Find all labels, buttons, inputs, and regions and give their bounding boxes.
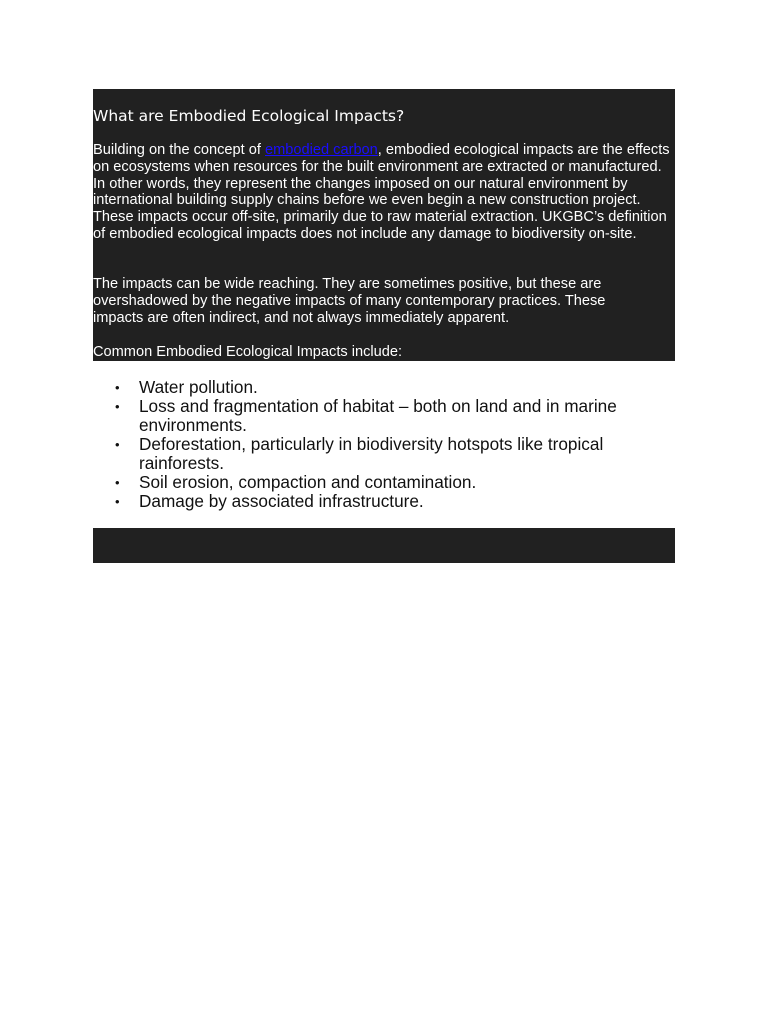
- list-item-text: Deforestation, particularly in biodiversity hotspots like tropical rainforests.: [139, 434, 604, 473]
- intro-paragraph: [93, 142, 675, 243]
- section-heading: What are Embodied Ecological Impacts?: [93, 107, 405, 125]
- list-item: [115, 396, 659, 435]
- impacts-list: [115, 377, 659, 511]
- list-item-text: Water pollution.: [139, 377, 258, 397]
- list-item-text: Loss and fragmentation of habitat – both on land and in marine environments.: [139, 396, 617, 435]
- intro-text-end: , embodied ecological impacts are the effects on ecosystems when resources for the built environment are extracted or manufactured. In other words, they represent the changes imposed on our natural environment by international building supply chains before we even begin a new construction project. These impacts occur off-site, primarily due to raw material extraction. UKGBC’s definition of embodied ecological impacts does not include any damage to biodiversity on-site.: [93, 142, 670, 242]
- list-item: [115, 434, 659, 473]
- intro-text-start: Building on the concept of: [93, 142, 266, 158]
- list-item: [115, 472, 659, 492]
- list-item: [115, 377, 659, 397]
- list-item-text: Damage by associated infrastructure.: [139, 491, 424, 511]
- bullet-icon: •: [115, 399, 120, 414]
- intro-section: [93, 89, 675, 361]
- list-item-text: Soil erosion, compaction and contamination.: [139, 472, 477, 492]
- bullet-icon: •: [115, 494, 120, 509]
- embodied-carbon-link[interactable]: embodied carbon: [265, 142, 378, 158]
- impacts-paragraph: The impacts can be wide reaching. They are sometimes positive, but these are overshadowed by the negative impacts of many contemporary practices. These impacts are often indirect, and not always immediately apparent.: [93, 276, 606, 326]
- list-intro: Common Embodied Ecological Impacts include:: [93, 344, 403, 360]
- bullet-icon: •: [115, 475, 120, 490]
- bullet-icon: •: [115, 437, 120, 452]
- bullet-icon: •: [115, 380, 120, 395]
- footer-bar: [93, 528, 675, 563]
- list-item: [115, 491, 659, 511]
